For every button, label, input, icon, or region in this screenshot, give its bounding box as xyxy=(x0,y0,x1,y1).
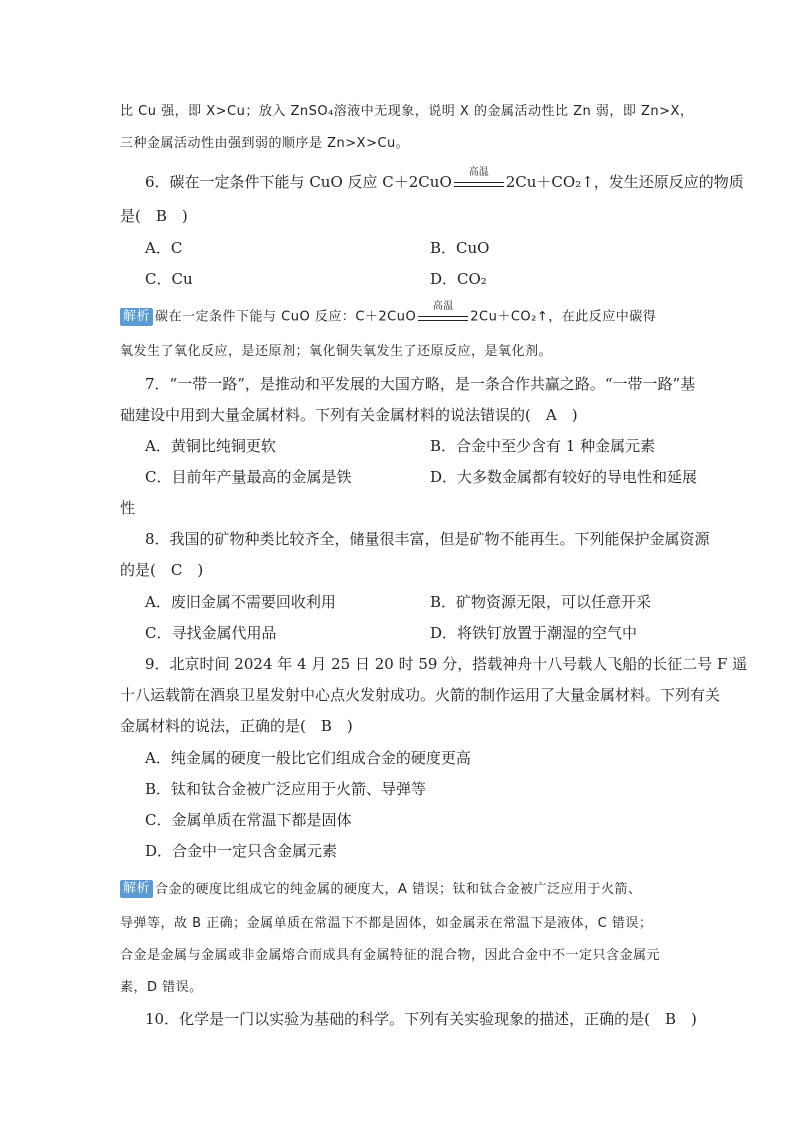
q9-explanation-line-4: 素，D 错误。 xyxy=(120,980,203,995)
q8-option-a: A．废旧金属不需要回收利用 xyxy=(145,593,336,611)
q9-option-a: A．纯金属的硬度一般比它们组成合金的硬度更高 xyxy=(145,749,471,767)
explanation-tag: 解析 xyxy=(120,308,153,326)
prev-explanation-line-1: 比 Cu 强，即 X>Cu；放入 ZnSO₄溶液中无现象，说明 X 的金属活动性比 Zn 弱，即 Zn>X， xyxy=(120,104,694,119)
q9-stem-line-1: 9．北京时间 2024 年 4 月 25 日 20 时 59 分，搭载神舟十八号载人飞船的长征二号 F 遥 xyxy=(145,655,748,673)
q9-explanation-line-1 xyxy=(120,880,642,900)
q6-explanation-line-2: 氧发生了氧化反应，是还原剂；氧化铜失氧发生了还原反应，是氧化剂。 xyxy=(120,344,553,359)
prev-explanation-line-2: 三种金属活动性由强到弱的顺序是 Zn>X>Cu。 xyxy=(120,136,410,151)
q8-option-c: C．寻找金属代用品 xyxy=(145,624,277,642)
q6-explanation-line-1 xyxy=(120,301,657,328)
q6-explanation-part-b: 2Cu＋CO₂↑，在此反应中碳得 xyxy=(470,309,657,325)
q9-option-d: D．合金中一定只含金属元素 xyxy=(145,842,338,860)
q9-option-b: B．钛和钛合金被广泛应用于火箭、导弹等 xyxy=(145,780,427,798)
reaction-condition: 高温 xyxy=(432,301,454,312)
q8-option-b: B．矿物资源无限，可以任意开采 xyxy=(430,593,652,611)
q6-option-d: D．CO₂ xyxy=(430,270,487,288)
q7-option-a: A．黄铜比纯铜更软 xyxy=(145,437,276,455)
q6-option-a: A．C xyxy=(145,239,183,257)
q8-stem-line-1: 8．我国的矿物种类比较齐全，储量很丰富，但是矿物不能再生。下列能保护金属资源 xyxy=(145,530,710,548)
q9-stem-line-2: 十八运载箭在酒泉卫星发射中心点火发射成功。火箭的制作运用了大量金属材料。下列有关 xyxy=(120,686,721,704)
q10-stem-line-1: 10．化学是一门以实验为基础的科学。下列有关实验现象的描述，正确的是( B ) xyxy=(145,1010,697,1028)
q9-explanation-text-1: 合金的硬度比组成它的纯金属的硬度大，A 错误；钛和钛合金被广泛应用于火箭、 xyxy=(155,882,642,897)
reaction-condition-arrow xyxy=(418,301,468,327)
q9-explanation-line-3: 合金是金属与金属或非金属熔合而成具有金属特征的混合物，因此合金中不一定只含金属元 xyxy=(120,948,661,963)
q8-option-d: D．将铁钉放置于潮湿的空气中 xyxy=(430,624,638,642)
q9-option-c: C．金属单质在常温下都是固体 xyxy=(145,811,352,829)
q7-option-b: B．合金中至少含有 1 种金属元素 xyxy=(430,437,656,455)
q7-stem-line-1: 7．“一带一路”，是推动和平发展的大国方略，是一条合作共赢之路。“一带一路”基 xyxy=(145,375,696,393)
q6-stem xyxy=(145,167,744,193)
q6-stem-line-2: 是( B ) xyxy=(120,207,188,225)
q9-stem-line-3: 金属材料的说法，正确的是( B ) xyxy=(120,717,353,735)
q7-option-c: C．目前年产量最高的金属是铁 xyxy=(145,468,352,486)
q6-stem-part-a: 6．碳在一定条件下能与 CuO 反应 C＋2CuO xyxy=(145,173,452,191)
q7-option-d-continued: 性 xyxy=(120,499,136,517)
q7-stem-line-2: 础建设中用到大量金属材料。下列有关金属材料的说法错误的( A ) xyxy=(120,406,578,424)
q6-explanation-part-a: 碳在一定条件下能与 CuO 反应：C＋2CuO xyxy=(155,309,417,325)
q6-option-b: B．CuO xyxy=(430,239,490,257)
reaction-condition-arrow xyxy=(454,167,504,193)
q9-explanation-line-2: 导弹等，故 B 正确；金属单质在常温下不都是固体，如金属汞在常温下是液体，C 错误； xyxy=(120,916,653,931)
q6-stem-part-b: 2Cu＋CO₂↑，发生还原反应的物质 xyxy=(505,173,744,191)
q7-option-d: D．大多数金属都有较好的导电性和延展 xyxy=(430,468,698,486)
q6-option-c: C．Cu xyxy=(145,270,193,288)
explanation-tag: 解析 xyxy=(120,880,153,898)
q8-stem-line-2: 的是( C ) xyxy=(120,561,204,579)
reaction-condition: 高温 xyxy=(468,167,489,178)
